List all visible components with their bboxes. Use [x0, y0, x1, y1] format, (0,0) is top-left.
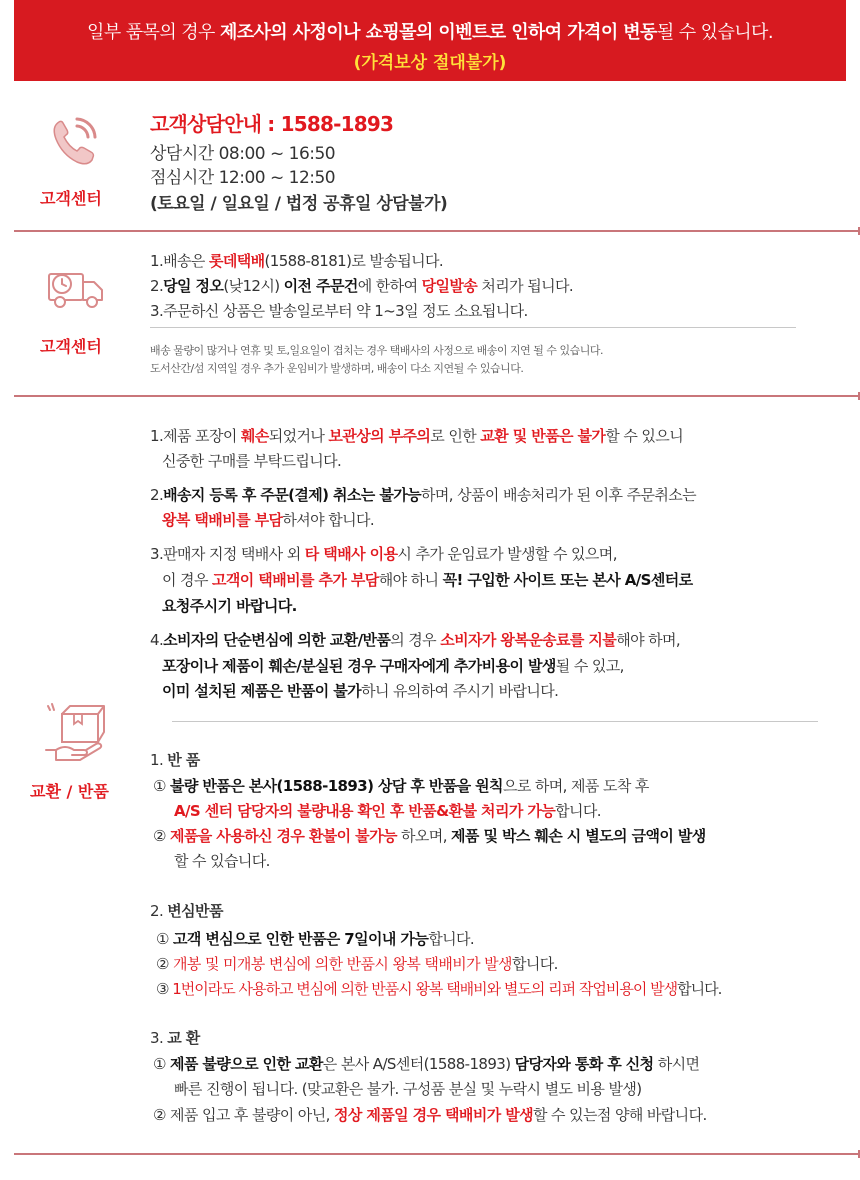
text: 하시면 — [653, 1055, 700, 1073]
text: ② — [153, 827, 171, 845]
notice-text: 일부 품목의 경우 — [87, 22, 220, 43]
text: ① — [153, 1055, 171, 1073]
consult-hours: 상담시간 08:00 ~ 16:50 — [150, 144, 336, 164]
emphasis: 제품 불량으로 인한 교환 — [170, 1055, 323, 1073]
policy-4-line-1 — [150, 629, 680, 650]
shipping-note-1: 배송 물량이 많거나 연휴 및 토,일요일이 겹치는 경우 택배사의 사정으로 배송이 지연 될 수 있습니다. — [150, 344, 603, 357]
text: 해야 하니 — [378, 571, 443, 589]
text: 2. — [150, 486, 164, 504]
emphasis: 요청주시기 바랍니다. — [162, 597, 297, 615]
shipping-line-2 — [150, 275, 573, 296]
text: 3. — [150, 1029, 168, 1047]
emphasis: 포장이나 제품이 훼손/분실된 경우 구매자에게 추가비용이 발생 — [162, 657, 556, 675]
policy-4-line-2 — [162, 655, 624, 676]
text: 이 경우 — [162, 571, 213, 589]
emphasis: 불량 반품은 본사(1588-1893) 상담 후 반품을 원칙 — [170, 777, 503, 795]
text: 1. — [150, 751, 168, 769]
emphasis: 당일 정오 — [163, 277, 224, 295]
text: 할 수 있으니 — [605, 427, 684, 445]
emphasis: 소비자의 단순변심에 의한 교환/반품 — [163, 631, 391, 649]
return-item-1-line-1 — [153, 775, 649, 796]
return-item-2-line-1 — [153, 825, 706, 846]
section-divider — [14, 1153, 860, 1155]
text: 처리가 됩니다. — [477, 277, 574, 295]
text: ② — [156, 955, 174, 973]
emphasis: 교환 및 반품은 불가 — [480, 427, 606, 445]
shipping-section-label: 고객센터 — [40, 337, 102, 356]
emphasis: 정상 제품일 경우 택배비가 발생 — [333, 1106, 533, 1124]
return-item-1-line-2 — [174, 800, 601, 821]
contact-section-label: 고객센터 — [40, 189, 102, 208]
emphasis: 1번이라도 사용하고 변심에 의한 반품시 왕복 택배비와 별도의 리퍼 작업비용이 발생 — [172, 980, 678, 998]
heading: 교 환 — [167, 1029, 200, 1047]
heading: 반 품 — [167, 751, 200, 769]
text: 하오며, — [396, 827, 452, 845]
phone-icon — [50, 116, 100, 168]
shipping-note-2: 도서산간/섬 지역일 경우 추가 운임비가 발생하며, 배송이 다소 지연될 수 있습니다. — [150, 362, 524, 375]
emphasis: 개봉 및 미개봉 변심에 의한 반품시 왕복 택배비가 발생 — [173, 955, 512, 973]
emphasis: 훼손 — [240, 427, 269, 445]
price-notice-line — [14, 18, 846, 44]
section-divider — [14, 230, 860, 232]
lunch-hours: 점심시간 12:00 ~ 12:50 — [150, 168, 336, 188]
emphasis: 담당자와 통화 후 신청 — [514, 1055, 654, 1073]
change-of-mind-heading — [150, 900, 223, 921]
text: (낮12시) — [223, 277, 284, 295]
text: 해야 하며, — [616, 631, 681, 649]
shipping-line-3: 3.주문하신 상품은 발송일로부터 약 1~3일 정도 소요됩니다. — [150, 302, 528, 320]
text: 될 수 있고, — [555, 657, 624, 675]
text: 2. — [150, 902, 168, 920]
emphasis: 왕복 택배비를 부담 — [162, 511, 283, 529]
exchange-item-1-line-1 — [153, 1053, 699, 1074]
return-heading — [150, 749, 200, 770]
text: 할 수 있는점 양해 바랍니다. — [533, 1106, 707, 1124]
emphasis: 고객 변심으로 인한 반품은 7일이내 가능 — [173, 930, 429, 948]
text: 은 본사 A/S센터(1588-1893) — [322, 1055, 515, 1073]
text: 1.배송은 — [150, 252, 209, 270]
policy-1-line-2: 신중한 구매를 부탁드립니다. — [162, 452, 342, 470]
emphasis: 고객이 택배비를 추가 부담 — [212, 571, 379, 589]
text: 4. — [150, 631, 164, 649]
policy-3-line-3 — [162, 595, 297, 616]
exchange-heading — [150, 1027, 200, 1048]
box-hand-icon — [44, 700, 106, 764]
text: ② 제품 입고 후 불량이 아닌, — [153, 1106, 334, 1124]
same-day-shipping: 당일발송 — [421, 277, 478, 295]
shipping-line-1 — [150, 250, 443, 271]
courier-name: 롯데택배 — [208, 252, 265, 270]
text: 으로 하며, 제품 도착 후 — [502, 777, 649, 795]
change-of-mind-item-3 — [156, 978, 721, 999]
emphasis: 이미 설치된 제품은 반품이 불가 — [162, 682, 362, 700]
text: 의 경우 — [390, 631, 441, 649]
emphasis: 이전 주문건 — [283, 277, 358, 295]
text: 에 한하여 — [357, 277, 422, 295]
text: 하셔야 합니다. — [282, 511, 375, 529]
text: 합니다. — [555, 802, 601, 820]
text: ③ — [156, 980, 173, 998]
text: 1.제품 포장이 — [150, 427, 241, 445]
price-notice-banner — [14, 0, 846, 81]
emphasis: 소비자가 왕복운송료를 지불 — [440, 631, 617, 649]
price-guarantee-notice: (가격보상 절대불가) — [353, 53, 507, 73]
emphasis: 제품을 사용하신 경우 환불이 불가능 — [170, 827, 397, 845]
emphasis: 배송지 등록 후 주문(결제) 취소는 불가능 — [163, 486, 421, 504]
thin-divider — [150, 327, 796, 328]
change-of-mind-item-2 — [156, 953, 558, 974]
policy-2-line-1 — [150, 484, 696, 505]
notice-text: 될 수 있습니다. — [656, 22, 773, 43]
policy-4-line-3 — [162, 680, 558, 701]
emphasis: 꼭! 구입한 사이트 또는 본사 A/S센터로 — [442, 571, 693, 589]
emphasis: 보관상의 부주의 — [328, 427, 431, 445]
text: (1588-8181)로 발송됩니다. — [264, 252, 444, 270]
emphasis: A/S 센터 담당자의 불량내용 확인 후 반품&환불 처리가 가능 — [174, 802, 556, 820]
text: 하며, 상품이 배송처리가 된 이후 주문취소는 — [421, 486, 697, 504]
text: 합니다. — [677, 980, 722, 998]
text: ① — [153, 777, 171, 795]
delivery-truck-icon — [46, 268, 106, 312]
exchange-item-2 — [153, 1104, 707, 1125]
text: ① — [156, 930, 174, 948]
text: 2. — [150, 277, 164, 295]
return-item-2-line-2: 할 수 있습니다. — [174, 852, 270, 870]
thin-divider — [172, 721, 818, 722]
text: 로 인한 — [430, 427, 481, 445]
exchange-section-label: 교환 / 반품 — [30, 782, 109, 801]
notice-emphasis: 제조사의 사정이나 쇼핑몰의 이벤트로 인하여 가격이 변동 — [219, 22, 657, 43]
text: 되었거나 — [268, 427, 329, 445]
text: 합니다. — [511, 955, 558, 973]
text: 하니 유의하여 주시기 바랍니다. — [361, 682, 559, 700]
change-of-mind-item-1 — [156, 928, 474, 949]
hotline-number[interactable]: 고객상담안내 : 1588-1893 — [150, 112, 394, 136]
emphasis: 제품 및 박스 훼손 시 별도의 금액이 발생 — [451, 827, 706, 845]
section-divider — [14, 395, 860, 397]
policy-3-line-2 — [162, 569, 693, 590]
text: 3.판매자 지정 택배사 외 — [150, 545, 305, 563]
policy-1-line-1 — [150, 425, 683, 446]
emphasis: 타 택배사 이용 — [304, 545, 398, 563]
policy-2-line-2 — [162, 509, 374, 530]
policy-3-line-1 — [150, 543, 617, 564]
heading: 변심반품 — [167, 902, 223, 920]
closed-days-notice: (토요일 / 일요일 / 법정 공휴일 상담불가) — [150, 194, 448, 214]
text: 시 추가 운임료가 발생할 수 있으며, — [397, 545, 617, 563]
exchange-item-1-line-2: 빠른 진행이 됩니다. (맞교환은 불가. 구성품 분실 및 누락시 별도 비용 발생) — [174, 1080, 642, 1098]
text: 합니다. — [428, 930, 475, 948]
